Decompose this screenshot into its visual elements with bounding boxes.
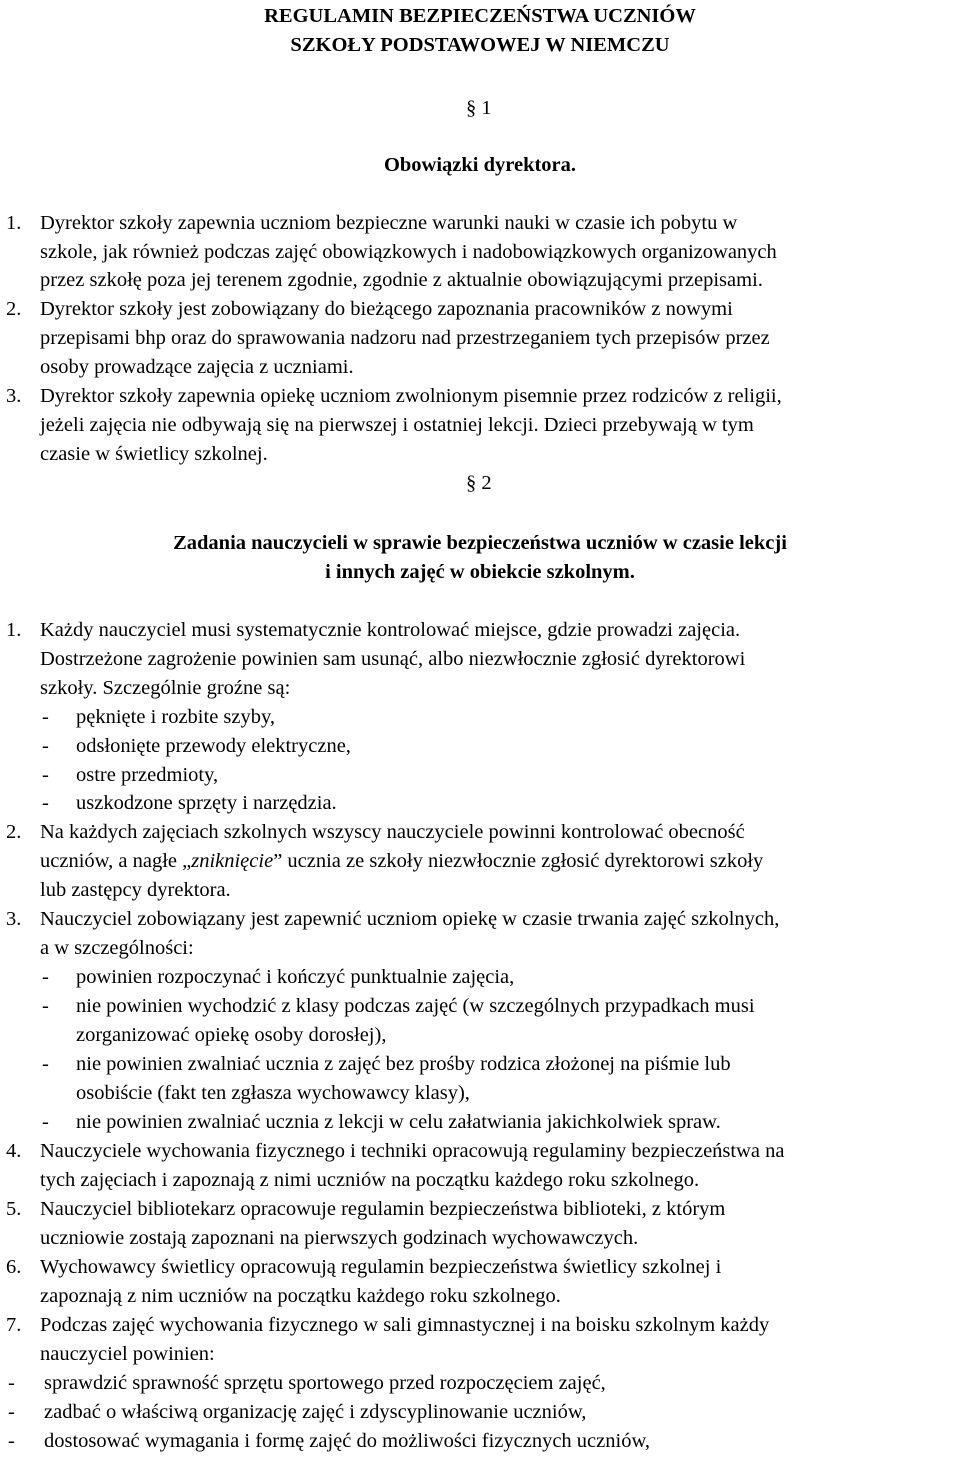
bullet-dash: - xyxy=(42,792,49,814)
section2-item-text: lub zastępcy dyrektora. xyxy=(40,879,231,901)
duty-list-item: nie powinien wychodzić z klasy podczas zajęć (w szczególnych przypadkach musi xyxy=(76,995,755,1017)
document-title-line2: SZKOŁY PODSTAWOWEJ W NIEMCZU xyxy=(290,34,670,56)
bullet-dash: - xyxy=(42,706,49,728)
section2-item-text: szkoły. Szczególnie groźne są: xyxy=(40,677,291,699)
section1-item-text: osoby prowadzące zajęcia z uczniami. xyxy=(40,356,354,378)
section2-item-number: 2. xyxy=(6,821,22,843)
section1-item-text: szkole, jak również podczas zajęć obowiązkowych i nadobowiązkowych organizowanych xyxy=(40,241,777,263)
section1-item-text: Dyrektor szkoły jest zobowiązany do bieżącego zapoznania pracowników z nowymi xyxy=(40,298,733,320)
section1-item-text: przez szkołę poza jej terenem zgodnie, zgodnie z aktualnie obowiązującymi przepisami. xyxy=(40,269,763,291)
section2-item-number: 1. xyxy=(6,619,22,641)
section2-item-text: Wychowawcy świetlicy opracowują regulamin bezpieczeństwa świetlicy szkolnej i xyxy=(40,1256,722,1278)
section1-item-text: Dyrektor szkoły zapewnia uczniom bezpieczne warunki nauki w czasie ich pobytu w xyxy=(40,212,738,234)
section2-item-text: Nauczyciele wychowania fizycznego i techniki opracowują regulaminy bezpieczeństwa na xyxy=(40,1140,785,1162)
section1-item-number: 2. xyxy=(6,298,22,320)
pe-duty-list-item: sprawdzić sprawność sprzętu sportowego przed rozpoczęciem zajęć, xyxy=(44,1372,606,1394)
hazard-list-item: ostre przedmioty, xyxy=(76,764,219,786)
hazard-list-item: uszkodzone sprzęty i narzędzia. xyxy=(76,792,337,814)
section2-item-text xyxy=(40,851,763,872)
section2-item-text: Nauczyciel bibliotekarz opracowuje regulamin bezpieczeństwa biblioteki, z którym xyxy=(40,1198,726,1220)
section2-item-text: Na każdych zajęciach szkolnych wszyscy nauczyciele powinni kontrolować obecność xyxy=(40,821,745,843)
bullet-dash: - xyxy=(8,1430,15,1452)
section1-item-text: Dyrektor szkoły zapewnia opiekę uczniom zwolnionym pisemnie przez rodziców z religii, xyxy=(40,385,782,407)
duty-list-item: nie powinien zwalniać ucznia z zajęć bez prośby rodzica złożonej na piśmie lub xyxy=(76,1053,731,1075)
section2-item-text: Nauczyciel zobowiązany jest zapewnić uczniom opiekę w czasie trwania zajęć szkolnych, xyxy=(40,908,780,930)
section2-item-text: tych zajęciach i zapoznają z nimi uczniów na początku każdego roku szkolnego. xyxy=(40,1169,700,1191)
bullet-dash: - xyxy=(8,1401,15,1423)
section1-item-number: 1. xyxy=(6,212,22,234)
section1-item-text: przepisami bhp oraz do sprawowania nadzoru nad przestrzeganiem tych przepisów przez xyxy=(40,327,770,349)
item2-italic-word: zniknięcie xyxy=(191,850,274,872)
bullet-dash: - xyxy=(8,1372,15,1394)
section1-heading: Obowiązki dyrektora. xyxy=(383,154,577,176)
section2-item-number: 7. xyxy=(6,1314,22,1336)
section1-item-text: jeżeli zajęcia nie odbywają się na pierwszej i ostatniej lekcji. Dzieci przebywają w tym xyxy=(40,414,754,436)
item2-text-after: ” ucznia ze szkoły niezwłocznie zgłosić dyrektorowi szkoły xyxy=(273,850,764,872)
section-mark-1: § 1 xyxy=(466,97,492,119)
section2-heading-line2: i innych zajęć w obiekcie szkolnym. xyxy=(325,561,635,583)
duty-list-item: powinien rozpoczynać i kończyć punktualnie zajęcia, xyxy=(76,966,515,988)
document-title-line1: REGULAMIN BEZPIECZEŃSTWA UCZNIÓW xyxy=(264,5,696,27)
bullet-dash: - xyxy=(42,735,49,757)
section1-item-number: 3. xyxy=(6,385,22,407)
bullet-dash: - xyxy=(42,1053,49,1075)
bullet-dash: - xyxy=(42,966,49,988)
section2-item-number: 3. xyxy=(6,908,22,930)
duty-list-item: osobiście (fakt ten zgłasza wychowawcy klasy), xyxy=(76,1082,470,1104)
hazard-list-item: odsłonięte przewody elektryczne, xyxy=(76,735,351,757)
section2-item-number: 4. xyxy=(6,1140,22,1162)
hazard-list-item: pęknięte i rozbite szyby, xyxy=(76,706,276,728)
section-mark-2: § 2 xyxy=(466,472,492,494)
bullet-dash: - xyxy=(42,764,49,786)
item2-text-before: uczniów, a nagłe „ xyxy=(40,850,192,872)
section2-item-text: uczniowie zostają zapoznani na pierwszych godzinach wychowawczych. xyxy=(40,1227,639,1249)
section2-item-text: Podczas zajęć wychowania fizycznego w sali gimnastycznej i na boisku szkolnym każdy xyxy=(40,1314,770,1336)
section2-heading-line1: Zadania nauczycieli w sprawie bezpieczeństwa uczniów w czasie lekcji xyxy=(173,532,787,554)
section1-item-text: czasie w świetlicy szkolnej. xyxy=(40,443,268,465)
duty-list-item: zorganizować opiekę osoby dorosłej), xyxy=(76,1024,387,1046)
bullet-dash: - xyxy=(42,995,49,1017)
section2-item-number: 6. xyxy=(6,1256,22,1278)
section2-item-number: 5. xyxy=(6,1198,22,1220)
pe-duty-list-item: zadbać o właściwą organizację zajęć i zdyscyplinowanie uczniów, xyxy=(44,1401,587,1423)
section2-item-text: Dostrzeżone zagrożenie powinien sam usunąć, albo niezwłocznie zgłosić dyrektorowi xyxy=(40,648,746,670)
section2-item-text: Każdy nauczyciel musi systematycznie kontrolować miejsce, gdzie prowadzi zajęcia. xyxy=(40,619,741,641)
section2-item-text: a w szczególności: xyxy=(40,937,194,959)
section2-item-text: zapoznają z nim uczniów na początku każdego roku szkolnego. xyxy=(40,1285,561,1307)
pe-duty-list-item: dostosować wymagania i formę zajęć do możliwości fizycznych uczniów, xyxy=(44,1430,651,1452)
duty-list-item: nie powinien zwalniać ucznia z lekcji w celu załatwiania jakichkolwiek spraw. xyxy=(76,1111,721,1133)
section2-item-text: nauczyciel powinien: xyxy=(40,1343,215,1365)
bullet-dash: - xyxy=(42,1111,49,1133)
